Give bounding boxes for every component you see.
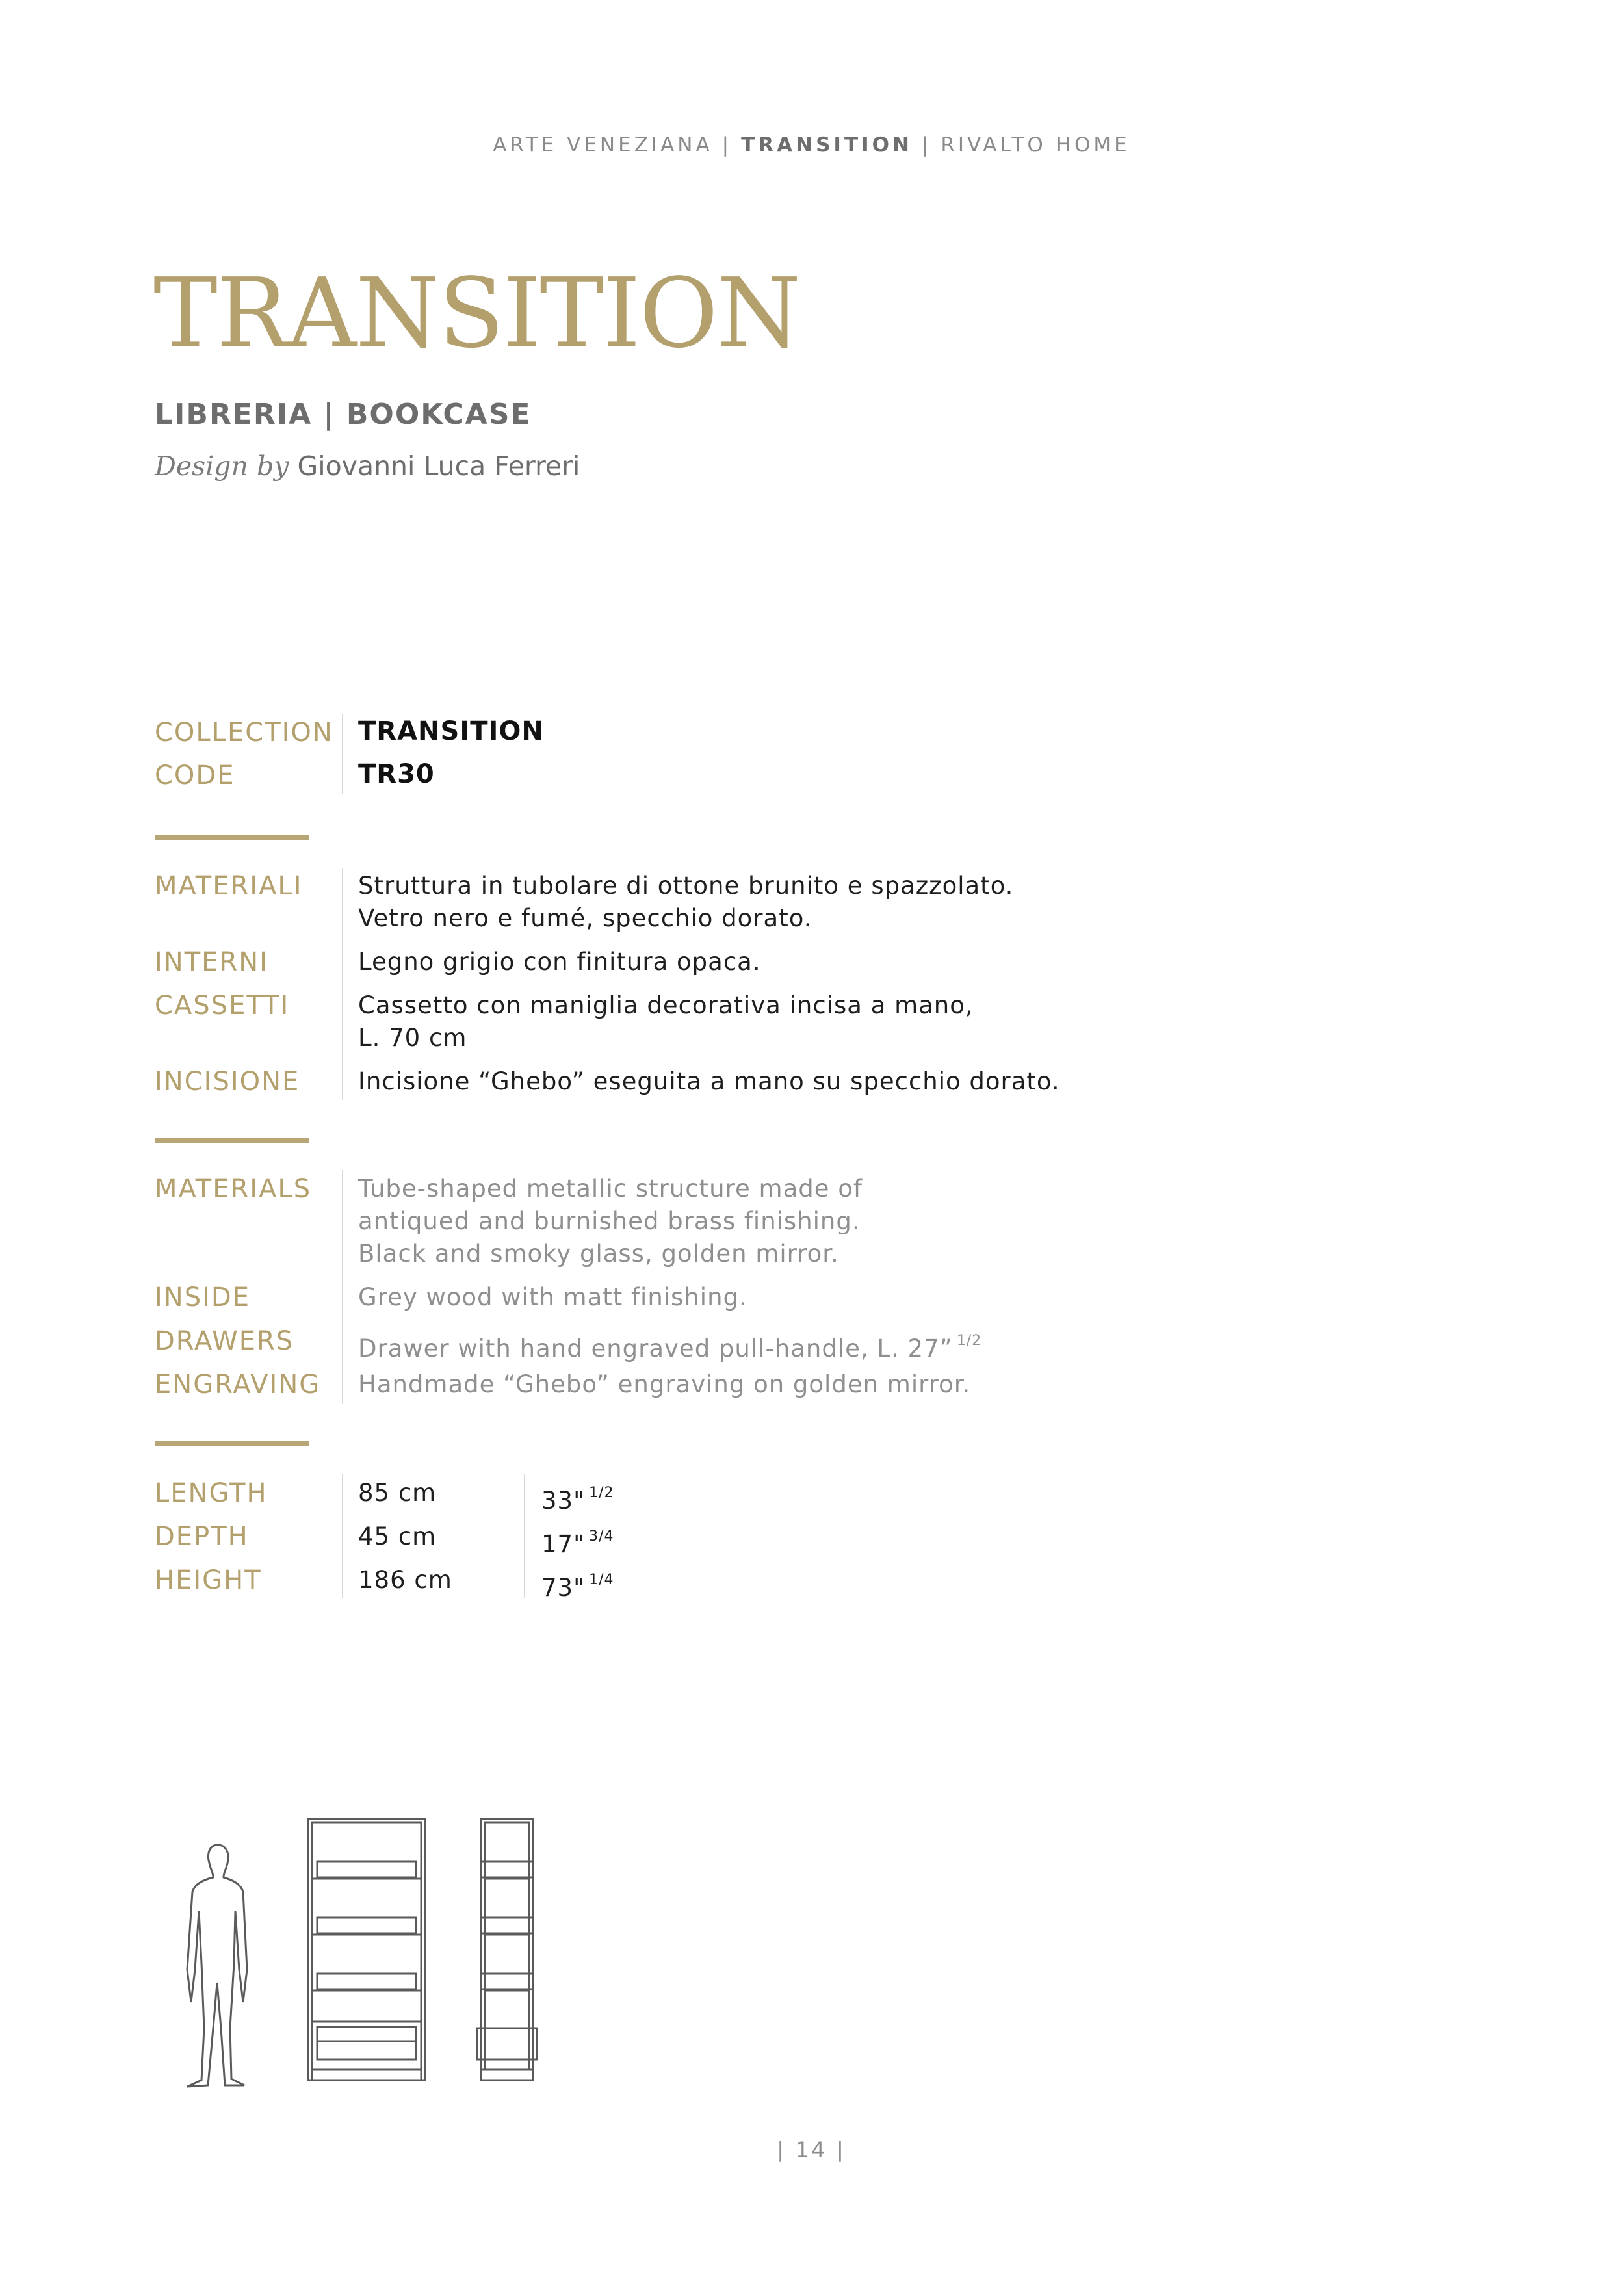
designer-prefix: Design by: [155, 450, 289, 482]
length-label: LENGTH: [155, 1478, 268, 1508]
materials-line-3: Black and smoky glass, golden mirror.: [358, 1240, 839, 1268]
length-inches-whole: 33": [541, 1487, 586, 1515]
designer-credit: [155, 450, 580, 482]
length-cm: 85 cm: [358, 1479, 437, 1507]
header-separator: |: [721, 133, 733, 157]
column-divider: [342, 1474, 343, 1598]
collection-label: COLLECTION: [155, 718, 333, 748]
column-divider: [524, 1474, 525, 1598]
column-divider: [342, 714, 343, 794]
page-title: TRANSITION: [153, 257, 800, 369]
inside-value: Grey wood with matt finishing.: [358, 1283, 747, 1311]
materials-line-1: Tube-shaped metallic structure made of: [358, 1175, 863, 1203]
technical-drawing: [175, 1807, 565, 2093]
product-subtitle: LIBRERIA | BOOKCASE: [155, 398, 532, 431]
cassetti-line-1: Cassetto con maniglia decorativa incisa a mano,: [358, 991, 974, 1019]
running-header: [0, 133, 1623, 157]
section-rule: [155, 1441, 309, 1446]
code-label: CODE: [155, 761, 235, 790]
inside-label: INSIDE: [155, 1283, 250, 1312]
materials-line-2: antiqued and burnished brass finishing.: [358, 1207, 861, 1235]
incisione-value: Incisione “Ghebo” eseguita a mano su specchio dorato.: [358, 1067, 1060, 1095]
length-inches: [541, 1477, 614, 1517]
bookcase-front-view-icon: [308, 1819, 425, 2080]
drawers-label: DRAWERS: [155, 1326, 294, 1356]
human-scale-silhouette-icon: [187, 1845, 247, 2087]
cassetti-line-2: L. 70 cm: [358, 1024, 467, 1052]
header-brand: ARTE VENEZIANA: [493, 133, 713, 157]
length-fraction: 1/2: [589, 1485, 614, 1501]
height-label: HEIGHT: [155, 1565, 262, 1595]
materiali-line-2: Vetro nero e fumé, specchio dorato.: [358, 904, 812, 932]
drawers-fraction: 1/2: [956, 1333, 982, 1349]
section-rule: [155, 835, 309, 840]
materiali-line-1: Struttura in tubolare di ottone brunito e spazzolato.: [358, 872, 1014, 900]
materials-label: MATERIALS: [155, 1174, 312, 1204]
materiali-label: MATERIALI: [155, 871, 303, 901]
depth-fraction: 3/4: [589, 1528, 614, 1545]
drawers-text: Drawer with hand engraved pull-handle, L. 27”: [358, 1335, 953, 1363]
engraving-value: Handmade “Ghebo” engraving on golden mirror.: [358, 1370, 971, 1398]
code-value: TR30: [358, 759, 435, 789]
header-separator: |: [921, 133, 932, 157]
section-rule: [155, 1138, 309, 1143]
column-divider: [342, 868, 343, 1100]
engraving-label: ENGRAVING: [155, 1370, 321, 1400]
collection-value: TRANSITION: [358, 716, 544, 746]
height-inches: [541, 1564, 614, 1604]
height-fraction: 1/4: [589, 1572, 614, 1588]
drawers-value: [358, 1325, 981, 1365]
height-inches-whole: 73": [541, 1574, 586, 1602]
page-number: | 14 |: [777, 2137, 846, 2162]
interni-value: Legno grigio con finitura opaca.: [358, 948, 761, 976]
bookcase-side-view-icon: [477, 1819, 537, 2080]
depth-inches-whole: 17": [541, 1530, 586, 1558]
depth-label: DEPTH: [155, 1522, 249, 1552]
header-collection: TRANSITION: [741, 133, 913, 157]
depth-inches: [541, 1520, 614, 1561]
cassetti-label: CASSETTI: [155, 991, 290, 1021]
header-company: RIVALTO HOME: [941, 133, 1130, 157]
incisione-label: INCISIONE: [155, 1067, 300, 1097]
column-divider: [342, 1170, 343, 1404]
depth-cm: 45 cm: [358, 1522, 437, 1550]
designer-name: Giovanni Luca Ferreri: [297, 450, 580, 482]
height-cm: 186 cm: [358, 1566, 452, 1594]
interni-label: INTERNI: [155, 947, 268, 977]
